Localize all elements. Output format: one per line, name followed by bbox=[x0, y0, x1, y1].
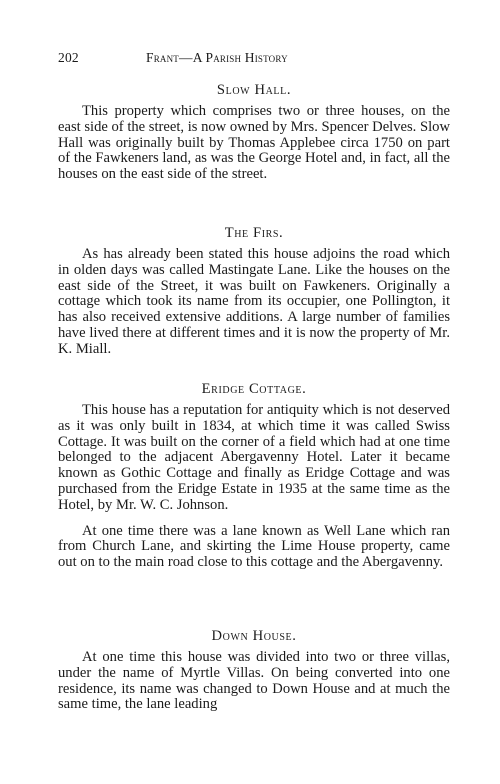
section-eridge-cottage bbox=[58, 381, 450, 571]
section-slow-hall bbox=[58, 82, 450, 183]
section-heading: Slow Hall. bbox=[216, 82, 292, 98]
page-number: 202 bbox=[58, 50, 79, 65]
page-header bbox=[58, 50, 442, 68]
paragraph: At one time this house was divided into two or three villas, under the name of Myrtle Villas. On being converted into one residence, its name was changed to Down House and at much the same time, the lane leading bbox=[58, 649, 450, 713]
paragraph: This house has a reputation for antiquity which is not deserved as it was only built in 1834, at which time it was called Swiss Cottage. It was built on the corner of a field which had at one time belonged to the adjacent Abergavenny Hotel. Later it became known as Gothic Cottage and finally as Eridge Cottage and was purchased from the Eridge Estate in 1935 at the same time as the Hotel, by Mr. W. C. Johnson. bbox=[58, 402, 450, 513]
section-heading: Down House. bbox=[211, 628, 297, 644]
section-the-firs bbox=[58, 225, 450, 358]
paragraph: As has already been stated this house adjoins the road which in olden days was called Mastingate Lane. Like the houses on the east side of the Street, it was built on Fawkeners. Originally a cottage which took its name from its occupier, one Pollington, it has also received extensive additions. A large number of families have lived there at different times and it is now the property of Mr. K. Miall. bbox=[58, 246, 450, 357]
paragraph: This property which comprises two or three houses, on the east side of the street, is now owned by Mrs. Spencer Delves. Slow Hall was originally built by Thomas Applebee circa 1750 on part of the Fawkeners land, as was the George Hotel and, in fact, all the houses on the east side of the street. bbox=[58, 103, 450, 183]
section-heading: The Firs. bbox=[224, 225, 284, 241]
section-down-house bbox=[58, 628, 450, 713]
paragraph: At one time there was a lane known as Well Lane which ran from Church Lane, and skirting the Lime House property, came out on to the main road close to this cottage and the Abergavenny. bbox=[58, 522, 450, 571]
section-heading: Eridge Cottage. bbox=[201, 381, 307, 397]
running-title: Frant—A Parish History bbox=[146, 50, 288, 65]
